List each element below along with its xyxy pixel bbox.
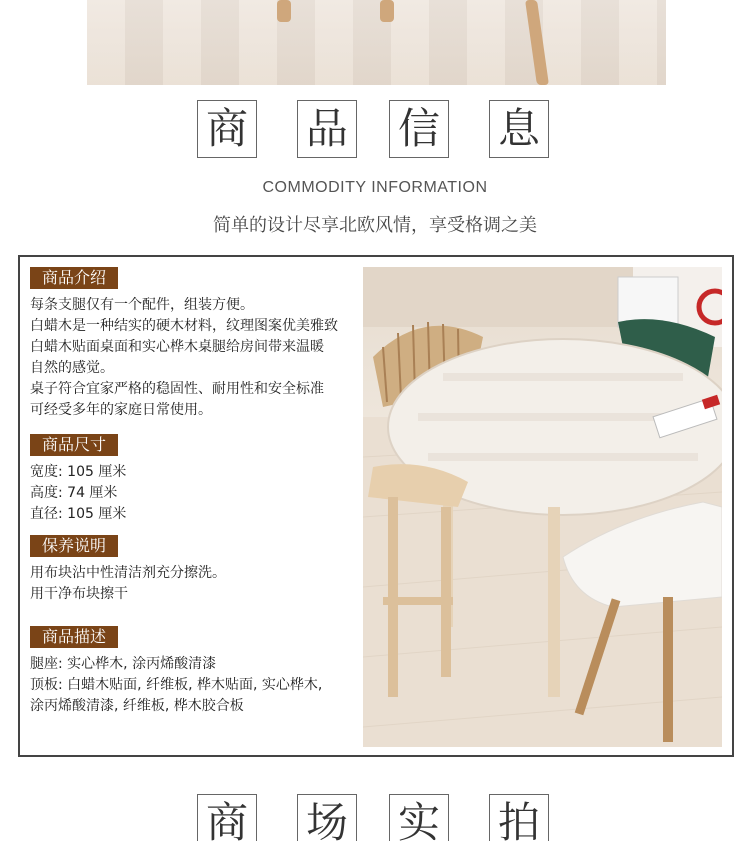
size-label: 商品尺寸: [30, 434, 118, 456]
heading-char-box: 商: [197, 794, 257, 841]
heading-char-box: 场: [297, 794, 357, 841]
intro-line: 白蜡木是一种结实的硬木材料，纹理图案优美雅致: [30, 318, 338, 334]
care-line: 用布块沾中性清洁剂充分擦洗。: [30, 565, 226, 581]
intro-line: 白蜡木贴面桌面和实心桦木桌腿给房间带来温暖: [30, 339, 324, 355]
care-line: 用干净布块擦干: [30, 586, 128, 602]
intro-line: 可经受多年的家庭日常使用。: [30, 402, 212, 418]
table-illustration: [363, 267, 722, 747]
size-line: 宽度: 105 厘米: [30, 464, 127, 480]
description-label: 商品描述: [30, 626, 118, 648]
chair-leg-shape: [525, 0, 549, 85]
description-line: 腿座: 实心桦木, 涂丙烯酸清漆: [30, 656, 217, 672]
intro-section: [30, 267, 370, 421]
top-product-photo: [87, 0, 666, 85]
size-text: [30, 462, 370, 525]
size-line: 直径: 105 厘米: [30, 506, 127, 522]
chair-leg-shape: [277, 0, 291, 22]
intro-line: 每条支腿仅有一个配件，组装方便。: [30, 297, 254, 313]
heading-char-box: 实: [389, 794, 449, 841]
care-section: [30, 535, 370, 605]
subtitle-chinese: 简单的设计尽享北欧风情，享受格调之美: [213, 215, 537, 236]
description-line: 涂丙烯酸清漆, 纤维板, 桦木胶合板: [30, 698, 244, 714]
size-line: 高度: 74 厘米: [30, 485, 118, 501]
store-product-photo: [363, 267, 722, 747]
heading-char-box: 信: [389, 100, 449, 158]
commodity-info-heading: [0, 100, 750, 162]
description-section: [30, 626, 370, 717]
size-section: [30, 434, 370, 525]
description-text: [30, 654, 370, 717]
care-text: [30, 563, 370, 605]
heading-char-box: 息: [489, 100, 549, 158]
description-line: 顶板: 白蜡木贴面, 纤维板, 桦木贴面, 实心桦木,: [30, 677, 323, 693]
subtitle-english: COMMODITY INFORMATION: [262, 179, 488, 196]
chair-leg-shape: [380, 0, 394, 22]
intro-label: 商品介绍: [30, 267, 118, 289]
intro-text: [30, 295, 370, 421]
heading-char-box: 拍: [489, 794, 549, 841]
intro-line: 自然的感觉。: [30, 360, 114, 376]
product-info-panel: [18, 255, 734, 757]
heading-char-box: 品: [297, 100, 357, 158]
intro-line: 桌子符合宜家严格的稳固性、耐用性和安全标准: [30, 381, 324, 397]
heading-char-box: 商: [197, 100, 257, 158]
care-label: 保养说明: [30, 535, 118, 557]
store-photos-heading: [0, 794, 750, 841]
